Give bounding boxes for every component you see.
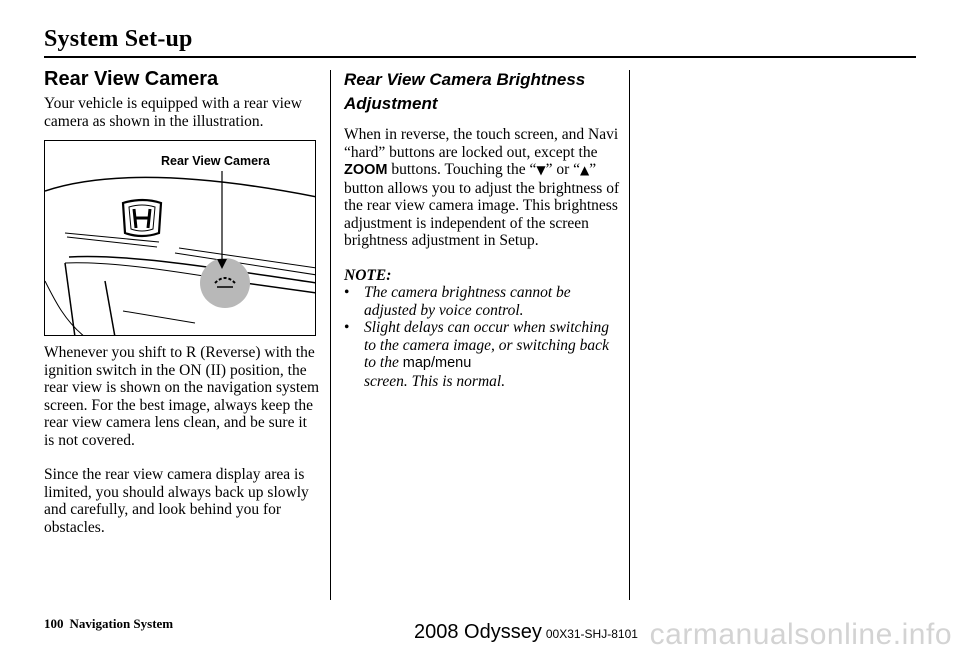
brightness-text-d: ” button allows you to adjust the brightness of the rear view camera image. This brightness adjustment is independent of the screen brightness adjustment in Setup. xyxy=(344,161,620,249)
brightness-text-a: When in reverse, the touch screen, and Navi “hard” buttons are locked out, except the xyxy=(344,126,619,161)
up-arrow-icon: ▲ xyxy=(580,163,590,177)
left-column xyxy=(44,66,320,536)
intro-paragraph: Your vehicle is equipped with a rear view camera as shown in the illustration. xyxy=(44,95,302,130)
map-menu-label: map/menu xyxy=(402,355,472,371)
note-1-text: The camera brightness cannot be adjusted by voice control. xyxy=(364,284,571,319)
page-title: System Set-up xyxy=(44,26,193,52)
right-column xyxy=(344,66,620,390)
zoom-label: ZOOM xyxy=(344,162,388,178)
column-divider-1 xyxy=(330,70,331,600)
manual-code: 00X31-SHJ-8101 xyxy=(545,627,638,641)
note-item xyxy=(344,284,620,319)
watermark: carmanualsonline.info xyxy=(649,618,952,651)
camera-highlight-icon xyxy=(200,258,250,308)
figure-label: Rear View Camera xyxy=(161,154,270,168)
bullet-icon: • xyxy=(344,319,350,336)
rear-view-camera-heading: Rear View Camera xyxy=(44,68,219,90)
note-2-text-a: Slight delays can occur when switching to the camera image, or switching back to the xyxy=(364,319,609,371)
notes-list xyxy=(344,284,620,390)
note-label: NOTE: xyxy=(344,266,392,284)
honda-emblem-icon xyxy=(123,200,161,236)
note-item xyxy=(344,319,620,390)
model-name: 2008 Odyssey xyxy=(414,621,542,643)
caution-paragraph: Since the rear view camera display area is limited, you should always back up slowly and carefully, and look behind you for obstacles. xyxy=(44,466,309,536)
brightness-text-c: ” or “ xyxy=(545,161,581,178)
rear-camera-illustration xyxy=(44,140,316,336)
tailgate-drawing xyxy=(45,141,316,336)
page-number: 100 xyxy=(44,616,64,631)
brightness-heading: Rear View Camera Brightness Adjustment xyxy=(344,70,586,113)
note-2-text-b: screen. This is normal. xyxy=(364,372,506,390)
page-footer xyxy=(44,616,173,632)
title-rule xyxy=(44,56,916,58)
down-arrow-icon: ▼ xyxy=(536,163,546,177)
brightness-text-b: buttons. Touching the “ xyxy=(391,161,537,178)
footer-model xyxy=(414,621,638,644)
bullet-icon: • xyxy=(344,284,350,301)
reverse-paragraph: Whenever you shift to R (Reverse) with the ignition switch in the ON (II) position, the rear view is shown on the navigation system screen. For the best image, always keep the rear view camera lens clean, and be sure it is not covered. xyxy=(44,344,320,449)
footer-section: Navigation System xyxy=(69,616,174,631)
brightness-paragraph xyxy=(344,126,620,250)
column-divider-2 xyxy=(629,70,630,600)
